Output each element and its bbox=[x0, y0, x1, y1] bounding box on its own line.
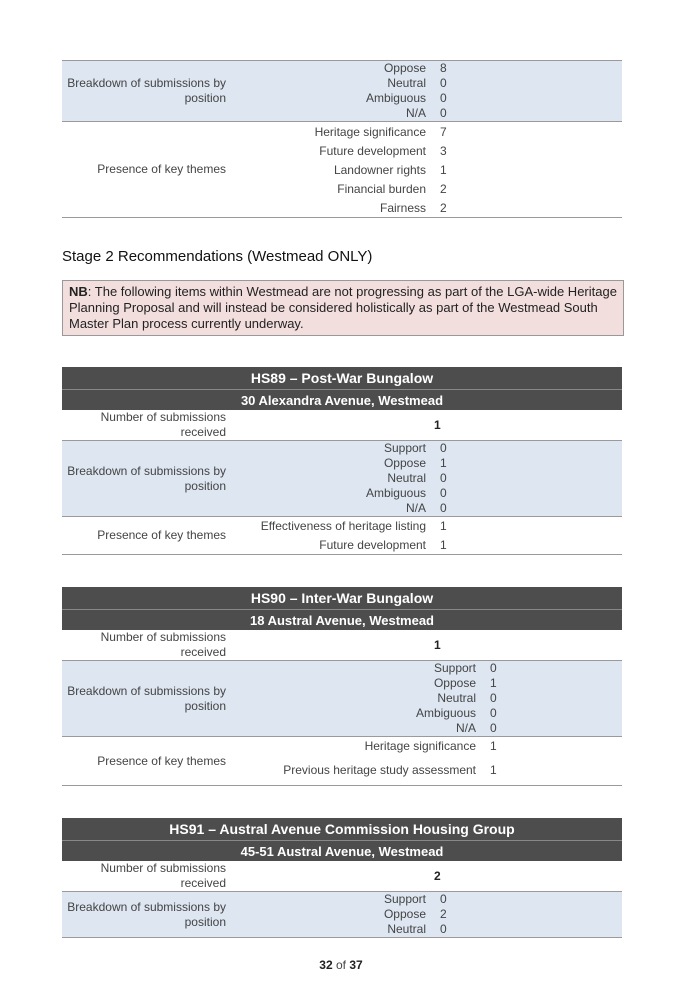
stage-heading: Stage 2 Recommendations (Westmead ONLY) bbox=[62, 248, 373, 265]
position-value: 0 bbox=[440, 76, 447, 90]
position-value: 0 bbox=[440, 501, 447, 515]
position-value: 2 bbox=[440, 907, 447, 921]
themes-label: Presence of key themes bbox=[97, 528, 226, 542]
submissions-count: 2 bbox=[434, 869, 441, 883]
position-label: N/A bbox=[405, 501, 426, 515]
theme-value: 2 bbox=[440, 200, 447, 215]
position-value: 0 bbox=[440, 91, 447, 105]
breakdown-label: Breakdown of submissions by position bbox=[67, 683, 226, 713]
position-label: N/A bbox=[455, 721, 476, 735]
theme-label: Future development bbox=[319, 144, 426, 158]
theme-label: Heritage significance bbox=[364, 739, 476, 754]
position-label: Support bbox=[383, 441, 426, 455]
hs91-table bbox=[62, 818, 622, 938]
position-value: 0 bbox=[490, 691, 497, 705]
nb-label: NB bbox=[69, 284, 88, 299]
position-value: 0 bbox=[490, 661, 497, 675]
page-total: 37 bbox=[349, 958, 363, 972]
top-table bbox=[62, 60, 622, 218]
theme-label: Financial burden bbox=[337, 182, 426, 196]
page-of: of bbox=[335, 958, 346, 972]
hs90-table bbox=[62, 587, 622, 786]
breakdown-label: Breakdown of submissions by position bbox=[67, 463, 226, 493]
position-value: 0 bbox=[440, 486, 447, 500]
position-label: Neutral bbox=[387, 76, 426, 90]
theme-value: 1 bbox=[490, 739, 497, 754]
position-value: 1 bbox=[490, 676, 497, 690]
position-value: 0 bbox=[490, 706, 497, 720]
position-label: Ambiguous bbox=[365, 91, 426, 105]
submissions-label: Number of submissions received bbox=[100, 630, 226, 659]
position-label: Oppose bbox=[433, 676, 476, 690]
themes-label: Presence of key themes bbox=[97, 162, 226, 176]
theme-label: Landowner rights bbox=[333, 163, 426, 177]
submissions-count: 1 bbox=[434, 418, 441, 432]
table-title: HS91 – Austral Avenue Commission Housing Group bbox=[62, 818, 622, 841]
theme-value: 1 bbox=[490, 763, 497, 778]
page-number: 32 bbox=[319, 958, 333, 972]
page-footer bbox=[0, 958, 682, 972]
nb-note bbox=[62, 280, 624, 336]
position-label: Oppose bbox=[383, 907, 426, 921]
position-label: Oppose bbox=[383, 456, 426, 470]
position-value: 8 bbox=[440, 61, 447, 75]
themes-label: Presence of key themes bbox=[97, 753, 226, 768]
position-value: 0 bbox=[490, 721, 497, 735]
breakdown-label: Breakdown of submissions by position bbox=[67, 76, 226, 105]
table-address: 30 Alexandra Avenue, Westmead bbox=[62, 390, 622, 411]
position-label: Oppose bbox=[383, 61, 426, 75]
theme-label: Previous heritage study assessment bbox=[283, 762, 476, 777]
theme-value: 2 bbox=[440, 182, 447, 196]
theme-value: 3 bbox=[440, 144, 447, 158]
theme-value: 1 bbox=[440, 163, 447, 177]
theme-value: 7 bbox=[440, 124, 447, 139]
position-label: Support bbox=[383, 892, 426, 906]
position-value: 1 bbox=[440, 456, 447, 470]
position-label: N/A bbox=[405, 106, 426, 120]
table-title: HS90 – Inter-War Bungalow bbox=[62, 587, 622, 610]
theme-value: 1 bbox=[440, 537, 447, 552]
position-label: Neutral bbox=[387, 471, 426, 485]
hs89-table bbox=[62, 367, 622, 555]
position-value: 0 bbox=[440, 471, 447, 485]
theme-label: Effectiveness of heritage listing bbox=[260, 519, 426, 534]
table-title: HS89 – Post-War Bungalow bbox=[62, 367, 622, 390]
position-value: 0 bbox=[440, 441, 447, 455]
theme-label: Future development bbox=[319, 537, 426, 552]
position-value: 0 bbox=[440, 922, 447, 936]
submissions-count: 1 bbox=[434, 638, 441, 652]
table-address: 45-51 Austral Avenue, Westmead bbox=[62, 841, 622, 862]
submissions-label: Number of submissions received bbox=[100, 410, 226, 439]
position-value: 0 bbox=[440, 892, 447, 906]
breakdown-label: Breakdown of submissions by position bbox=[67, 899, 226, 929]
table-address: 18 Austral Avenue, Westmead bbox=[62, 610, 622, 631]
theme-label: Fairness bbox=[379, 200, 426, 215]
position-label: Ambiguous bbox=[415, 706, 476, 720]
nb-text: : The following items within Westmead are not progressing as part of the LGA-wide Heritage Planning Proposal and will instead be considered holistically as part of the Westmead South Master Plan process currently underway. bbox=[69, 284, 617, 331]
position-value: 0 bbox=[440, 106, 447, 120]
position-label: Neutral bbox=[437, 691, 476, 705]
submissions-label: Number of submissions received bbox=[100, 861, 226, 890]
theme-label: Heritage significance bbox=[314, 124, 426, 139]
theme-value: 1 bbox=[440, 519, 447, 534]
position-label: Neutral bbox=[387, 922, 426, 936]
position-label: Support bbox=[433, 661, 476, 675]
position-label: Ambiguous bbox=[365, 486, 426, 500]
